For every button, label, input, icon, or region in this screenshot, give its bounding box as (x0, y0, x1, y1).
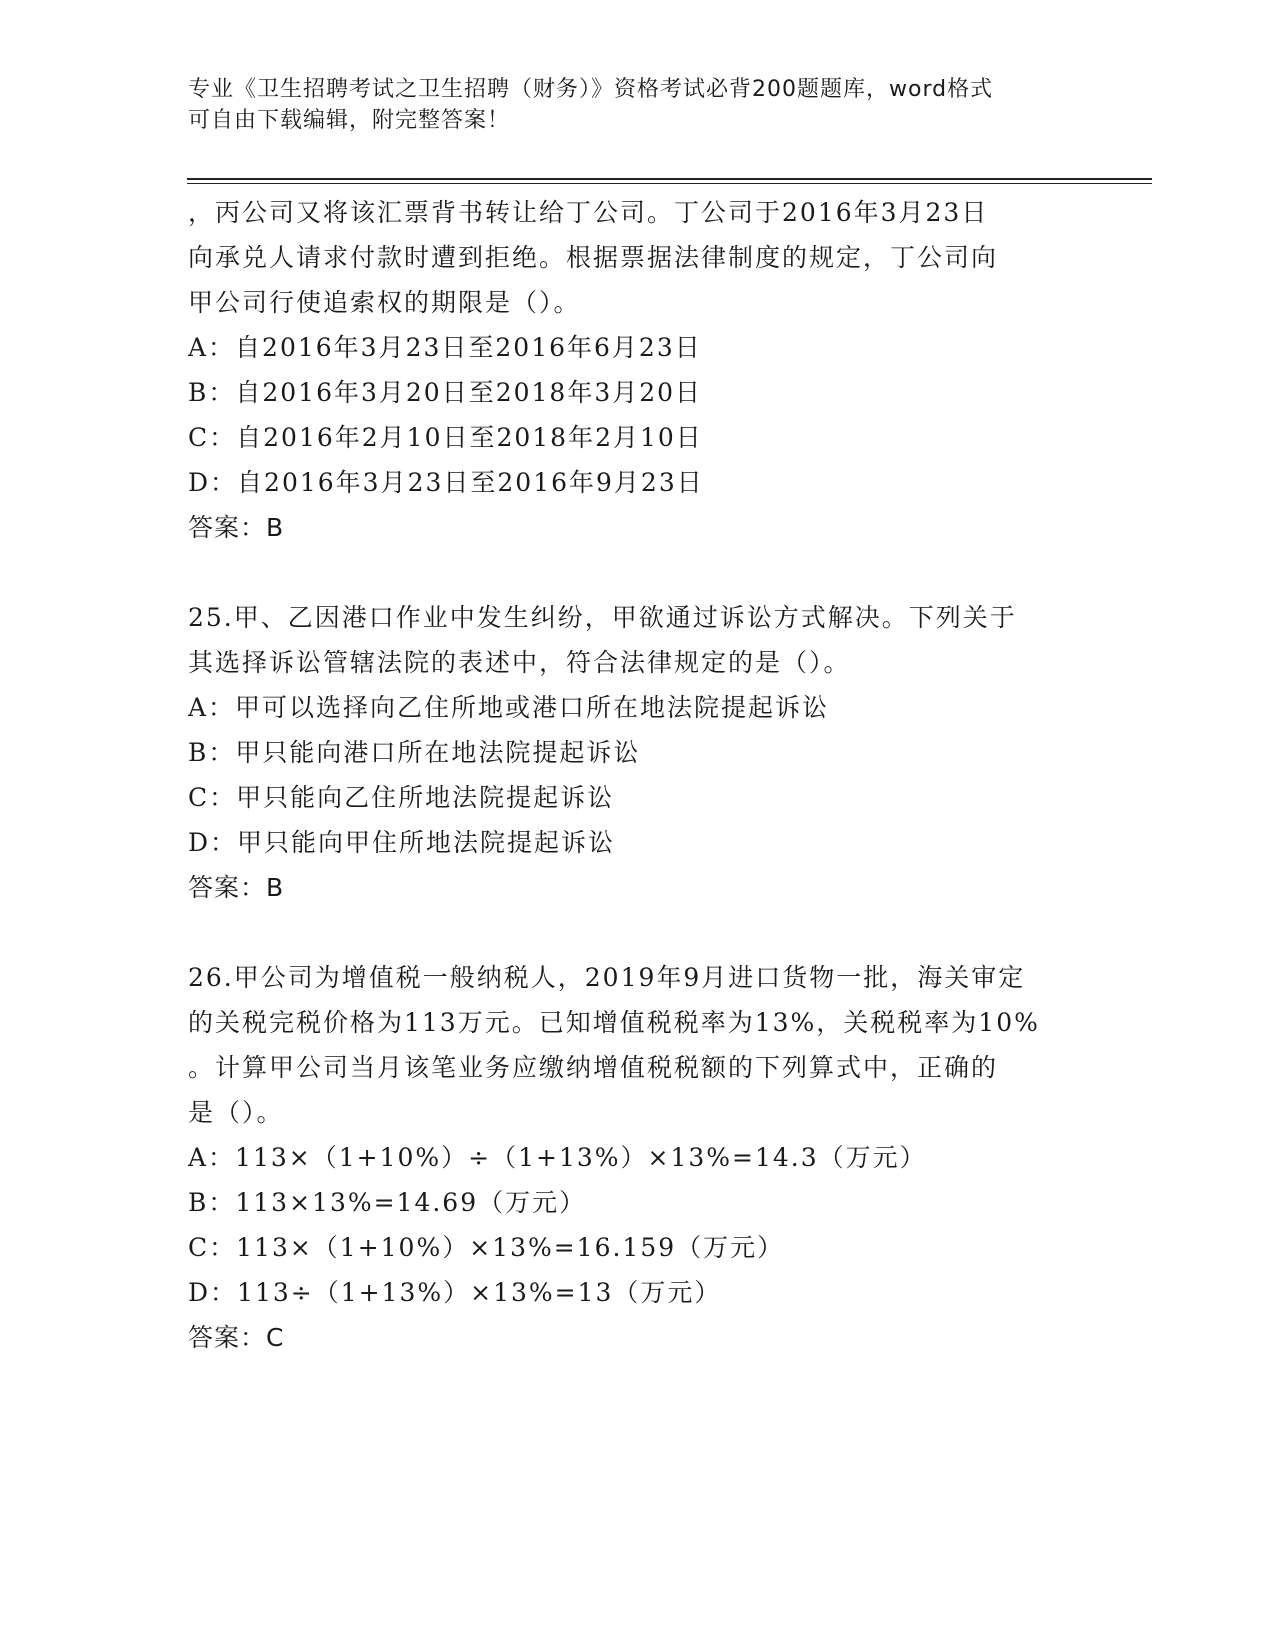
header-title-line-1: 专业《卫生招聘考试之卫生招聘（财务）》资格考试必背200题题库，word格式 (188, 77, 994, 102)
option-d: D：113÷（1+13%）×13%=13（万元） (188, 1278, 722, 1307)
question-26 (188, 955, 1088, 1360)
question-text-line: 25.甲、乙因港口作业中发生纠纷，甲欲通过诉讼方式解决。下列关于 (188, 603, 1017, 632)
question-24 (188, 190, 1088, 550)
option-a: A：113×（1+10%）÷（1+13%）×13%=14.3（万元） (188, 1143, 927, 1172)
option-d: D：甲只能向甲住所地法院提起诉讼 (188, 828, 616, 857)
header-title-line-2: 可自由下载编辑，附完整答案！ (188, 108, 511, 133)
option-d: D：自2016年3月23日至2016年9月23日 (188, 468, 704, 497)
question-text-line: 其选择诉讼管辖法院的表述中，符合法律规定的是（）。 (188, 648, 851, 677)
option-a: A：自2016年3月23日至2016年6月23日 (188, 333, 702, 362)
question-text-line: 向承兑人请求付款时遭到拒绝。根据票据法律制度的规定，丁公司向 (188, 243, 999, 272)
header-divider-thin (187, 183, 1152, 184)
document-body (188, 190, 1088, 1360)
option-b: B：自2016年3月20日至2018年3月20日 (188, 378, 703, 407)
option-c: C：甲只能向乙住所地法院提起诉讼 (188, 783, 615, 812)
question-text-line: 的关税完税价格为113万元。已知增值税税率为13%，关税税率为10% (188, 1008, 1040, 1037)
question-text-line: 26.甲公司为增值税一般纳税人，2019年9月进口货物一批，海关审定 (188, 963, 1026, 992)
option-b: B：113×13%=14.69（万元） (188, 1188, 587, 1217)
answer-label: 答案：C (188, 1323, 285, 1352)
spacer (188, 550, 1088, 595)
header-divider-thick (187, 178, 1152, 180)
question-text-line: ，丙公司又将该汇票背书转让给丁公司。丁公司于2016年3月23日 (188, 198, 989, 227)
spacer (188, 910, 1088, 955)
option-c: C：自2016年2月10日至2018年2月10日 (188, 423, 703, 452)
answer-label: 答案：B (188, 873, 285, 902)
option-c: C：113×（1+10%）×13%=16.159（万元） (188, 1233, 785, 1262)
question-text-line: 甲公司行使追索权的期限是（）。 (188, 288, 581, 317)
answer-label: 答案：B (188, 513, 285, 542)
option-b: B：甲只能向港口所在地法院提起诉讼 (188, 738, 641, 767)
question-text-line: 是（）。 (188, 1098, 284, 1127)
page-header (188, 74, 1068, 136)
question-25 (188, 595, 1088, 910)
question-text-line: 。计算甲公司当月该笔业务应缴纳增值税税额的下列算式中，正确的 (188, 1053, 999, 1082)
option-a: A：甲可以选择向乙住所地或港口所在地法院提起诉讼 (188, 693, 830, 722)
